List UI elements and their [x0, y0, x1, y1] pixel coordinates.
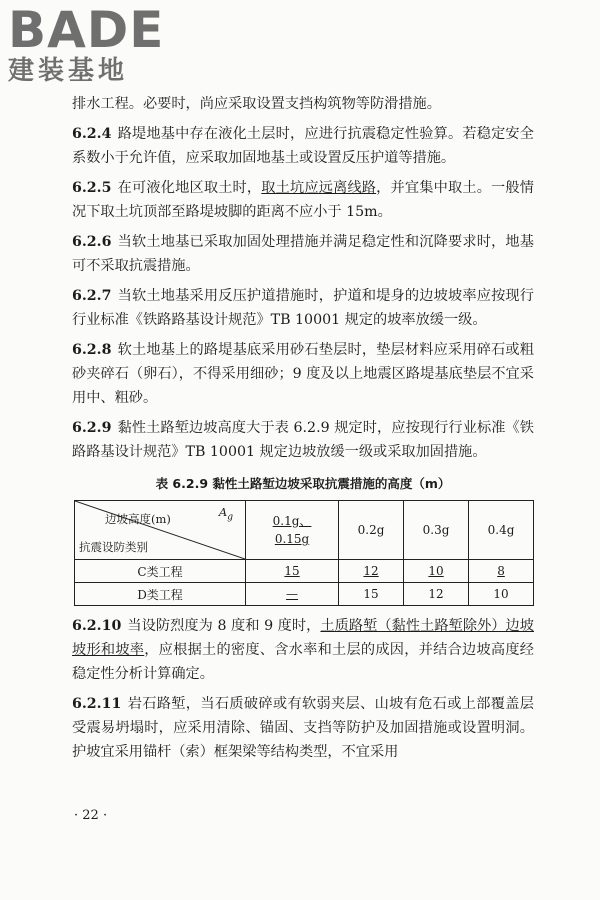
clause-text: 当软土地基采用反压护道措施时，护道和堤身的边坡坡率应按现行行业标准《铁路路基设计规范》TB 10001 规定的坡率放缓一级。 [72, 288, 534, 328]
table-row [75, 583, 534, 606]
clause-number: 6.2.10 [72, 618, 122, 634]
slope-height-table [74, 500, 534, 606]
clause-number: 6.2.6 [72, 234, 112, 250]
clause-6-2-9 [72, 416, 534, 464]
table-cell: 15 [246, 560, 339, 583]
clause-text: 岩石路堑，当石质破碎或有软弱夹层、山坡有危石或上部覆盖层受震易坍塌时，应采用清除、锚固、支挡等防护及加固措施或设置明洞。护坡宜采用锚杆（索）框架梁等结构类型，不宜采用 [72, 696, 534, 760]
clause-6-2-5 [72, 176, 534, 224]
clause-text-underlined: 取土坑应远离线路 [261, 180, 377, 196]
logo-wordmark: BADE [8, 1, 165, 59]
row-category: D类工程 [75, 583, 246, 606]
col-header-0-2g: 0.2g [339, 501, 404, 560]
clause-text-underlined: 土质路堑（黏性土路堑除外）边坡坡形和坡率 [72, 618, 534, 658]
table-title: 表 6.2.9 黏性土路堑边坡采取抗震措施的高度（m） [155, 476, 451, 491]
clause-text: 当设防烈度为 8 度和 9 度时， [127, 618, 321, 634]
clause-number: 6.2.11 [72, 696, 122, 712]
col-header-0-1g: 0.1g、 0.15g [246, 501, 339, 560]
table-header-row [75, 501, 534, 560]
corner-label-category: 抗震设防类别 [79, 540, 148, 554]
clause-number: 6.2.5 [72, 180, 112, 196]
clause-6-2-8 [72, 338, 534, 410]
clause-number: 6.2.8 [72, 342, 112, 358]
clause-6-2-10 [72, 614, 534, 686]
row-category: C类工程 [75, 560, 246, 583]
corner-label-slope-height: 边坡高度(m) [105, 512, 171, 526]
table-cell: 10 [469, 583, 534, 606]
table-cell: 12 [339, 560, 404, 583]
paragraph-continuation: 排水工程。必要时，尚应采取设置支挡构筑物等防滑措施。 [72, 96, 441, 112]
clause-number: 6.2.9 [72, 420, 112, 436]
corner-label-ag: $A_g$ [218, 505, 233, 523]
clause-text: ，并宜集中取土。一般情况下取土坑顶部至路堤坡脚的距离不应小于 15m。 [72, 180, 534, 220]
clause-text: 软土地基上的路堤基底采用砂石垫层时，垫层材料应采用碎石或粗砂夹碎石（卵石），不得采用细砂；9 度及以上地震区路堤基底垫层不宜采用中、粗砂。 [72, 342, 534, 406]
col-header-0-4g: 0.4g [469, 501, 534, 560]
clause-text: 路堤地基中存在液化土层时，应进行抗震稳定性验算。若稳定安全系数小于允许值，应采取加固地基土或设置反压护道等措施。 [72, 126, 534, 166]
table-cell: 12 [404, 583, 469, 606]
clause-number: 6.2.4 [72, 126, 112, 142]
logo-subtitle: 建装基地 [8, 56, 129, 86]
clause-text: 黏性土路堑边坡高度大于表 6.2.9 规定时，应按现行行业标准《铁路路基设计规范》TB 10001 规定边坡放缓一级或采取加固措施。 [72, 420, 534, 460]
page-number: · 22 · [74, 808, 108, 823]
document-body [72, 92, 534, 764]
clause-6-2-11 [72, 692, 534, 764]
clause-6-2-4 [72, 122, 534, 170]
clause-text: 在可液化地区取土时， [117, 180, 262, 196]
clause-number: 6.2.7 [72, 288, 112, 304]
clause-text: 当软土地基已采取加固处理措施并满足稳定性和沉降要求时，地基可不采取抗震措施。 [72, 234, 534, 274]
clause-6-2-6 [72, 230, 534, 278]
bade-logo [8, 1, 188, 86]
table-cell: — [246, 583, 339, 606]
table-cell: 10 [404, 560, 469, 583]
table-cell: 8 [469, 560, 534, 583]
col-header-0-3g: 0.3g [404, 501, 469, 560]
table-row [75, 560, 534, 583]
clause-6-2-7 [72, 284, 534, 332]
table-corner-header [75, 501, 246, 560]
clause-text: ，应根据土的密度、含水率和土层的成因，并结合边坡高度经稳定性分析计算确定。 [72, 642, 534, 682]
table-cell: 15 [339, 583, 404, 606]
